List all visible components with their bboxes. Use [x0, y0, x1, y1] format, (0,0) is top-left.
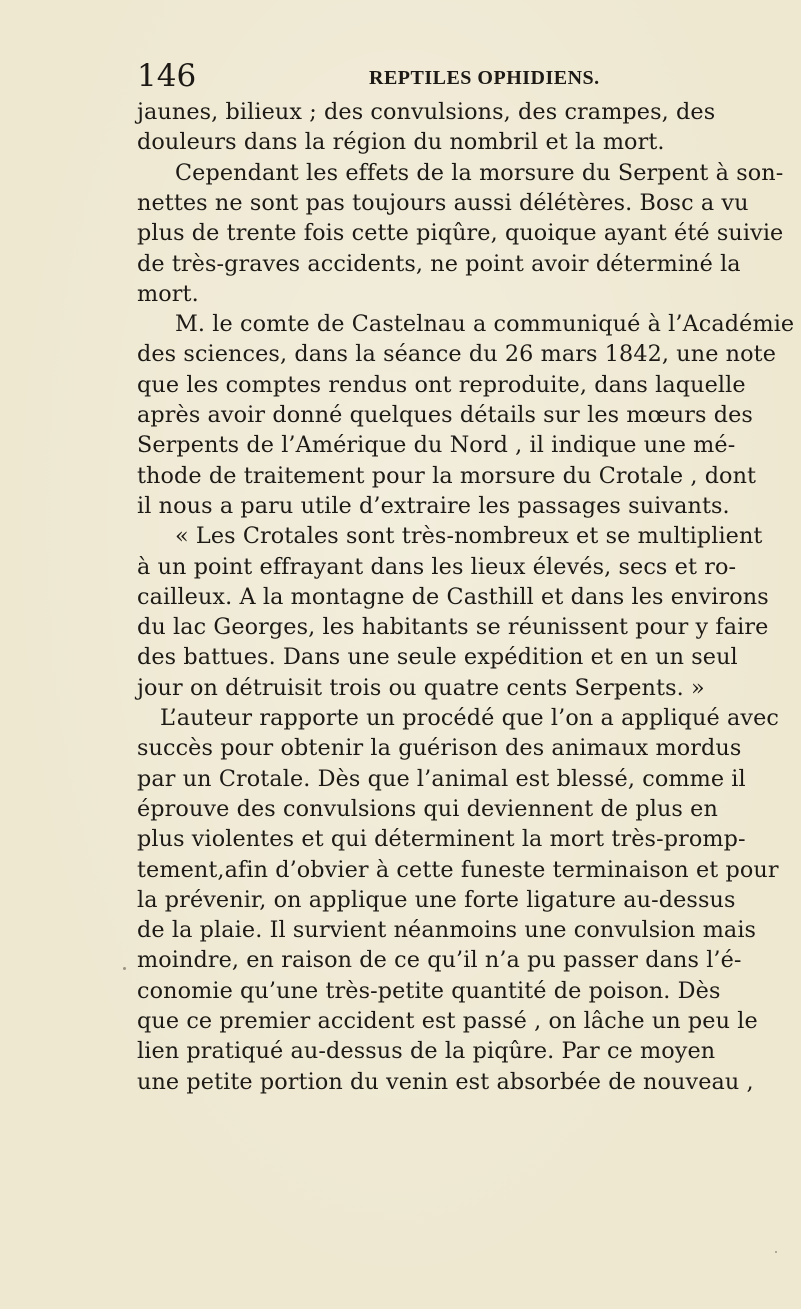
text-line: par un Crotale. Dès que l’animal est blessé, comme il	[137, 765, 746, 792]
text-line: après avoir donné quelques détails sur les mœurs des	[137, 402, 753, 428]
running-head: REPTILES OPHIDIENS.	[369, 67, 600, 89]
text-line: conomie qu’une très-petite quantité de poison. Dès	[137, 977, 721, 1004]
text-line: thode de traitement pour la morsure du Crotale , dont	[137, 462, 757, 489]
text-line: plus de trente fois cette piqûre, quoique ayant été suivie	[137, 220, 784, 247]
text-line: L’auteur rapporte un procédé que l’on a appliqué avec	[160, 705, 779, 731]
text-line: à un point effrayant dans les lieux élevés, secs et ro-	[137, 553, 737, 580]
text-line: Serpents de l’Amérique du Nord , il indique une mé-	[137, 432, 736, 459]
text-line: nettes ne sont pas toujours aussi délétères. Bosc a vu	[137, 189, 749, 216]
text-line: jaunes, bilieux ; des convulsions, des crampes, des	[137, 99, 716, 125]
text-line: succès pour obtenir la guérison des animaux mordus	[137, 735, 742, 762]
text-line: la prévenir, on applique une forte ligature au-dessus	[137, 886, 736, 913]
text-line: des sciences, dans la séance du 26 mars 1842, une note	[137, 341, 777, 368]
text-line: jour on détruisit trois ou quatre cents Serpents. »	[137, 674, 705, 701]
text-line: tement,afin d’obvier à cette funeste terminaison et pour	[137, 856, 779, 883]
page-header	[0, 58, 801, 98]
text-line: « Les Crotales sont très-nombreux et se multiplient	[175, 523, 763, 550]
text-line: plus violentes et qui déterminent la mort très-promp-	[137, 826, 746, 853]
page-number: 146	[137, 58, 197, 94]
text-line: une petite portion du venin est absorbée de nouveau ,	[137, 1068, 754, 1095]
paper-speck	[123, 967, 126, 970]
text-line: moindre, en raison de ce qu’il n’a pu passer dans l’é-	[137, 947, 742, 974]
text-line: mort.	[137, 280, 199, 307]
text-line: des battues. Dans une seule expédition et en un seul	[137, 644, 738, 671]
text-line: M. le comte de Castelnau a communiqué à l’Académie	[175, 311, 795, 338]
paper-speck	[775, 1251, 777, 1253]
text-line: que les comptes rendus ont reproduite, dans laquelle	[137, 371, 746, 398]
text-line: douleurs dans la région du nombril et la mort.	[137, 129, 665, 156]
text-line: éprouve des convulsions qui deviennent de plus en	[137, 795, 718, 822]
text-line: de très-graves accidents, ne point avoir déterminé la	[137, 250, 741, 277]
text-line: Cependant les effets de la morsure du Serpent à son-	[175, 159, 784, 186]
text-line: de la plaie. Il survient néanmoins une convulsion mais	[137, 917, 757, 944]
text-line: lien pratiqué au-dessus de la piqûre. Par ce moyen	[137, 1038, 716, 1065]
text-line: il nous a paru utile d’extraire les passages suivants.	[137, 492, 730, 519]
text-line: que ce premier accident est passé , on lâche un peu le	[137, 1008, 758, 1034]
text-line: cailleux. A la montagne de Casthill et dans les environs	[137, 583, 769, 610]
text-line: du lac Georges, les habitants se réunissent pour y faire	[137, 614, 769, 641]
